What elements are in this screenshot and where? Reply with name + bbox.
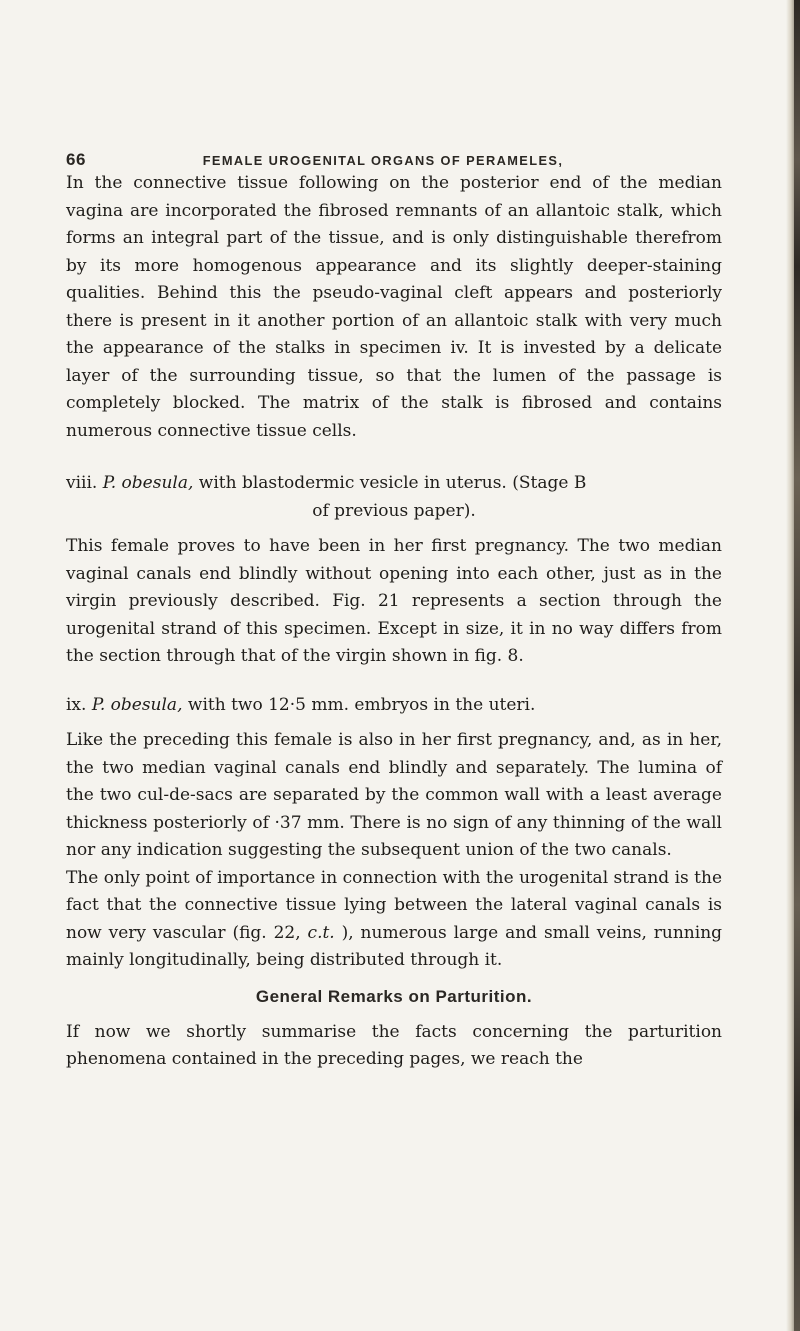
paragraph-parturition: If now we shortly summarise the facts concerning the parturition phenomena contained in the preceding pages, we reach the (66, 1021, 722, 1069)
spacing (66, 719, 722, 727)
urogenital-strand-text-before: The only point of importance in connection with the urogenital strand is the fact that the connective tissue lying between the lateral vaginal canals is now very vascular (fig. 22, (66, 867, 722, 943)
urogenital-strand-text-after: ), numerous large and small veins, running mainly longitudinally, being distributed through it. (66, 922, 723, 970)
running-head: FEMALE UROGENITAL ORGANS OF PERAMELES, (202, 153, 564, 168)
page-number: 66 (66, 150, 86, 169)
specimen-text-viii-line2: of previous paper). (312, 500, 476, 521)
spacing (66, 671, 722, 679)
paragraph-first-pregnancy-ix: Like the preceding this female is also in her first pregnancy, and, as in her, the two median vaginal canals end blindly and separately. The lumina of the two cul-de-sacs are separated by the common wall with a least average thickness posteriorly of ·37 mm. There is no sign of any thinning of the wall nor any indication suggesting the subsequent union of the two canals. (66, 730, 722, 860)
page-edge-shadow (794, 0, 800, 1331)
specimen-label-ix: ix. (66, 694, 87, 715)
urogenital-strand-italic: c.t. (307, 922, 335, 943)
spacing (66, 525, 722, 533)
specimen-label-viii: viii. (66, 473, 98, 493)
paragraph-urogenital-strand (66, 865, 722, 975)
specimen-species-viii: P. obesula, (102, 473, 194, 493)
specimen-heading-ix (66, 692, 722, 720)
spacing (66, 445, 722, 457)
page-edge (786, 0, 800, 1331)
specimen-text-ix: with two 12·5 mm. embryos in the uteri. (187, 694, 536, 715)
specimen-species-ix: P. obesula, (91, 694, 183, 715)
section-title: General Remarks on Parturition. (255, 986, 533, 1006)
paragraph-first-pregnancy-viii: This female proves to have been in her first pregnancy. The two median vaginal canals end blindly without opening into each other, just as in the virgin previously described. Fig. 21 represents a section through the urogenital strand of this specimen. Except in size, it in no way differs from the section through that of the virgin shown in fig. 8. (66, 536, 722, 666)
specimen-text-viii: with blastodermic vesicle in uterus. (Stage B (198, 473, 587, 493)
page-body (66, 170, 722, 1074)
specimen-heading-viii (66, 470, 722, 525)
paragraph-allantoic-stalk: In the connective tissue following on the posterior end of the median vagina are incorporated the fibrosed remnants of an allantoic stalk, which forms an integral part of the tissue, and is only distinguishable therefrom by its more homogenous appearance and its slightly deeper-staining qualities. Behind this the pseudo-vaginal cleft appears and posteriorly there is present in it another portion of an allantoic stalk with very much the appearance of the stalks in specimen iv. It is invested by a delicate layer of the surrounding tissue, so that the lumen of the passage is completely blocked. The matrix of the stalk is fibrosed and contains numerous connective tissue cells. (66, 173, 722, 441)
